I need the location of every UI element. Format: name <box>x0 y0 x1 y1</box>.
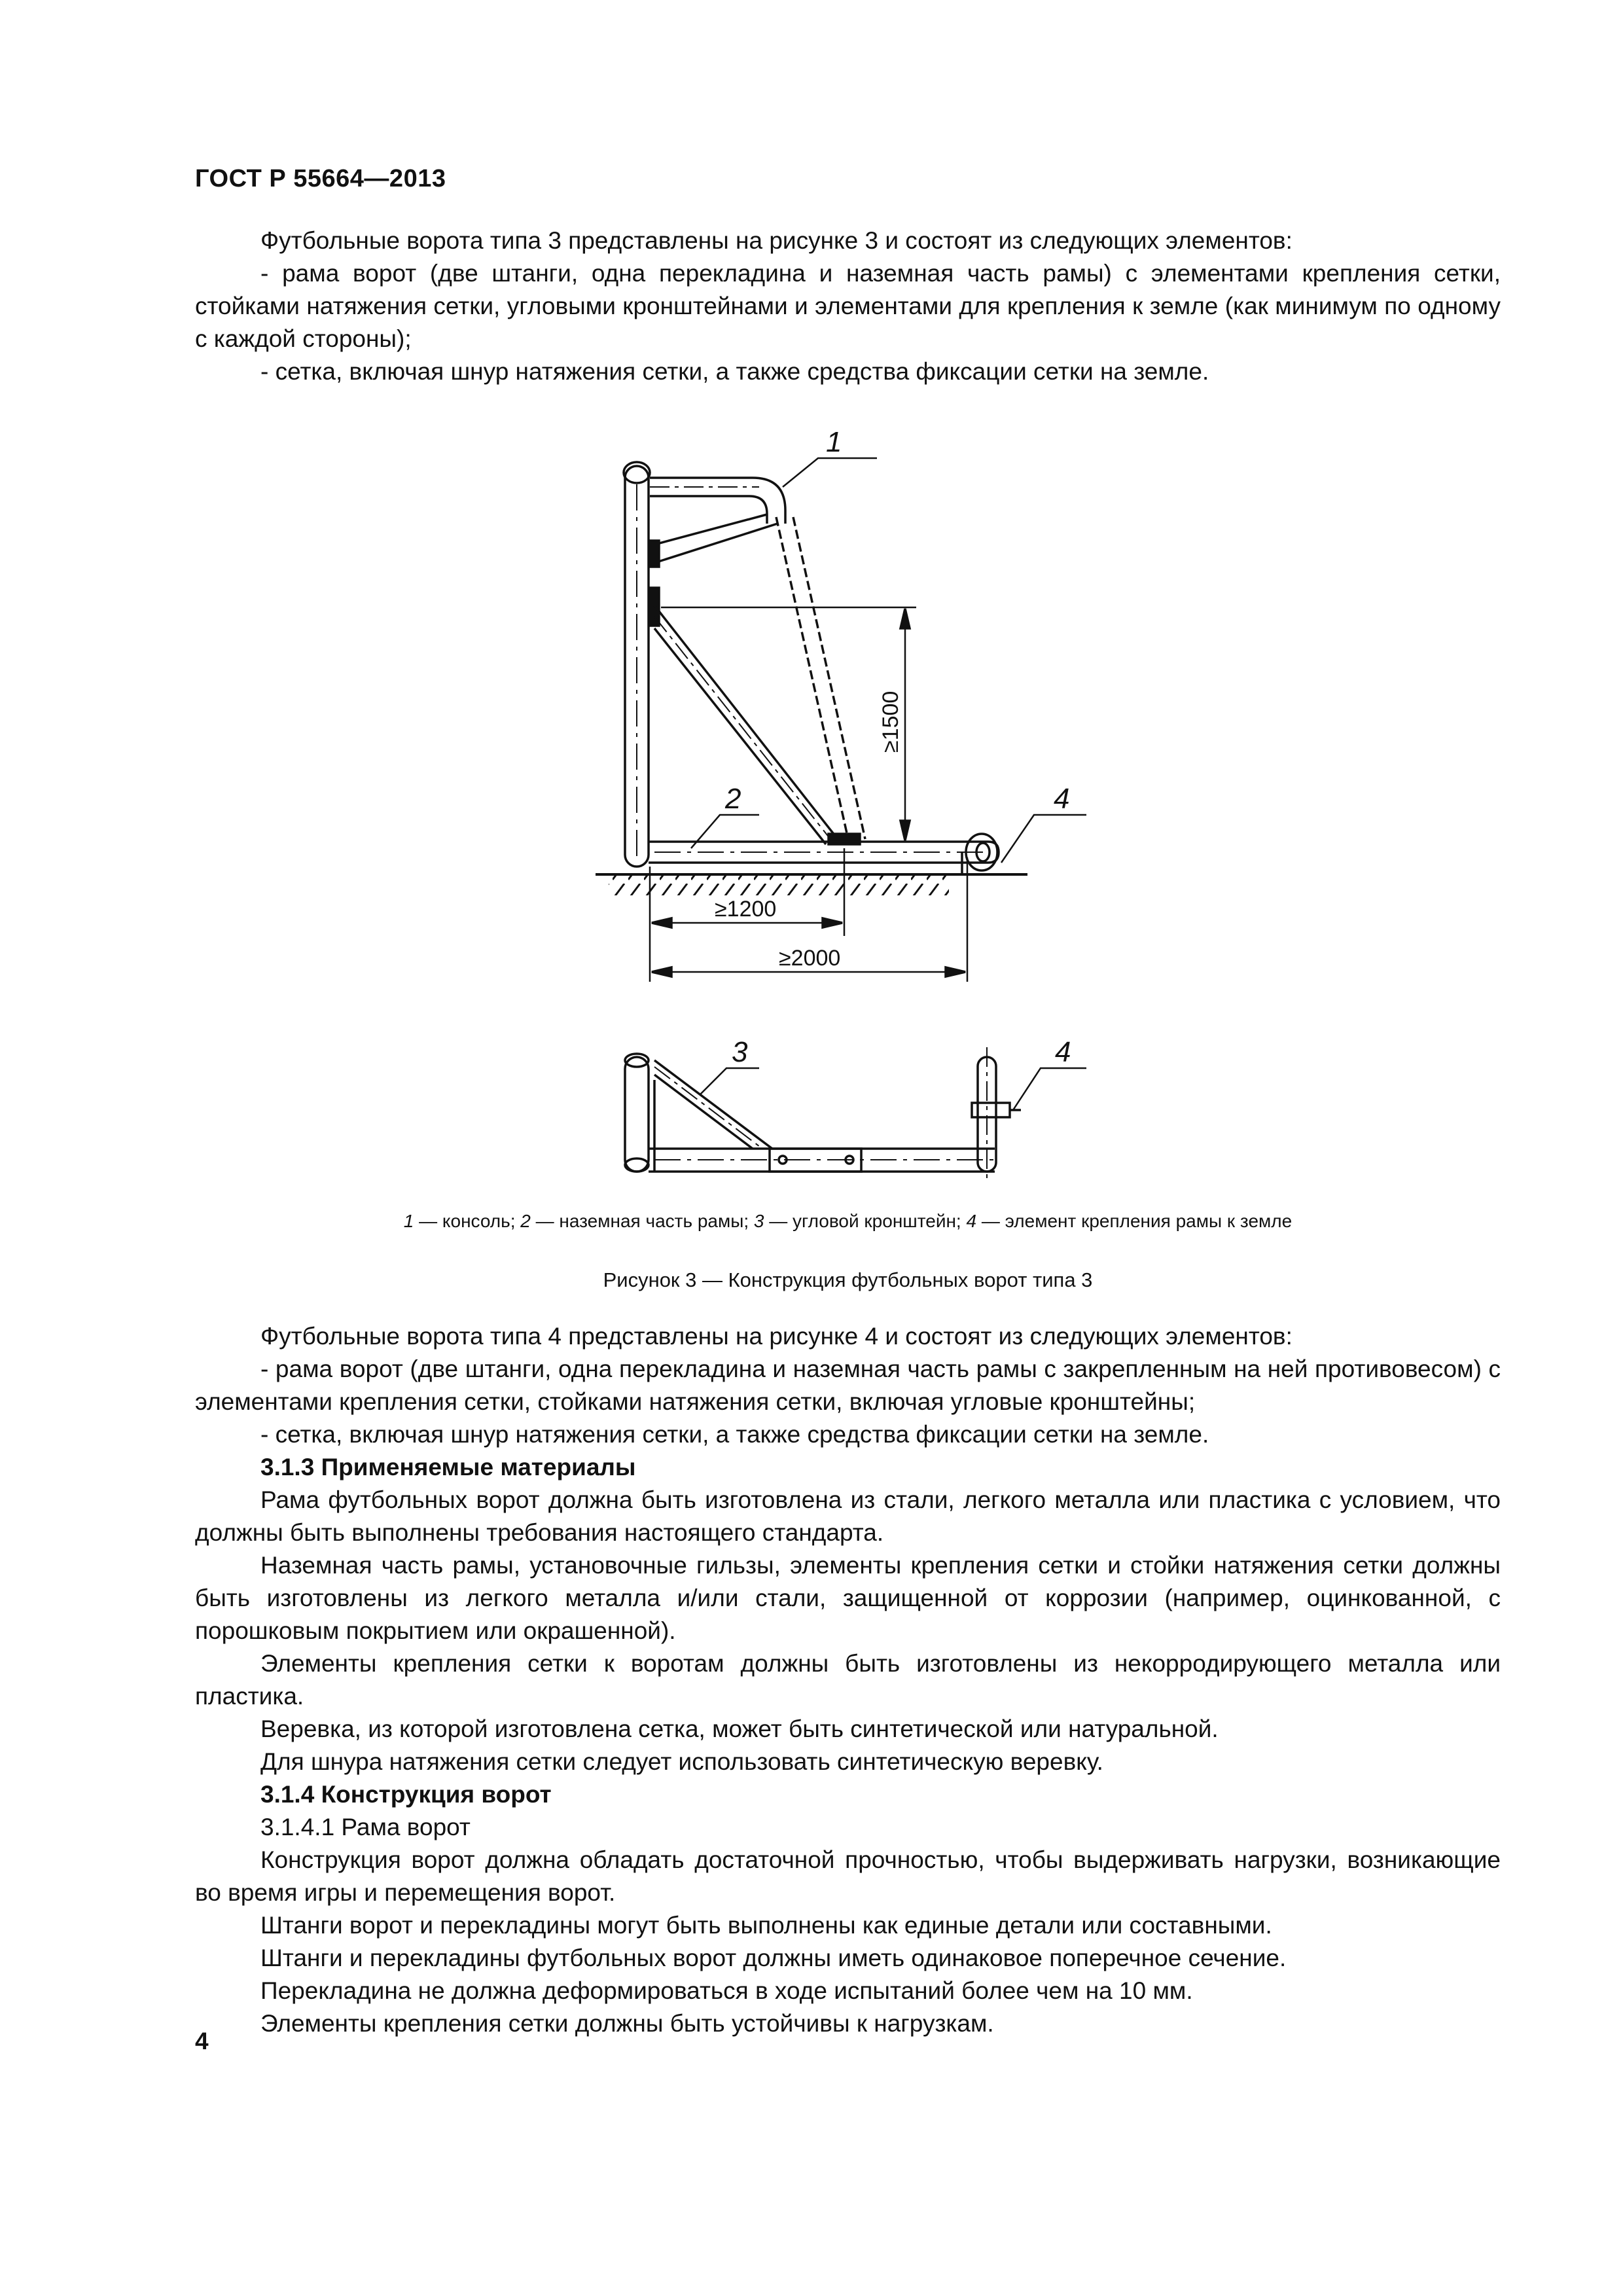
frame-paragraph-3: Штанги и перекладины футбольных ворот должны иметь одинаковое поперечное сечение. <box>260 1945 1287 1971</box>
dimension-2000: ≥2000 <box>779 946 841 971</box>
materials-paragraph-1: Рама футбольных ворот должна быть изготовлена из стали, легкого металла или пластика с условием, что должны быть выполнены требования настоящего стандарта. <box>195 1486 1501 1546</box>
frame-paragraph-5: Элементы крепления сетки должны быть устойчивы к нагрузкам. <box>260 2010 994 2037</box>
materials-paragraph-2: Наземная часть рамы, установочные гильзы, элементы крепления сетки и стойки натяжения сетки должны быть изготовлены из легкого металла и/или стали, защищенной от коррозии (например, оцинкованной, с порошковым покрытием или окрашенной). <box>195 1552 1501 1644</box>
legend-text-2: — наземная часть рамы; <box>530 1211 754 1231</box>
document-header: ГОСТ Р 55664—2013 <box>195 165 446 192</box>
figure-caption: Рисунок 3 — Конструкция футбольных ворот типа 3 <box>603 1268 1093 1291</box>
legend-num-3: 3 <box>753 1211 764 1231</box>
callout-4-top: 4 <box>1055 1036 1071 1068</box>
callout-4-side: 4 <box>1054 783 1070 815</box>
materials-paragraph-5: Для шнура натяжения сетки следует использовать синтетическую веревку. <box>260 1748 1103 1775</box>
frame-paragraph-2: Штанги ворот и перекладины могут быть выполнены как единые детали или составными. <box>260 1912 1272 1939</box>
frame-paragraph-4: Перекладина не должна деформироваться в ходе испытаний более чем на 10 мм. <box>260 1977 1193 2004</box>
type3-intro: Футбольные ворота типа 3 представлены на рисунке 3 и состоят из следующих элементов: <box>260 227 1293 254</box>
legend-num-1: 1 <box>403 1211 414 1231</box>
type3-item-frame: - рама ворот (две штанги, одна перекладина и наземная часть рамы) с элементами крепления сетки, стойками натяжения сетки, угловыми кронштейнами и элементами для крепления к земле (как минимум по одному с каждой стороны); <box>195 260 1501 352</box>
type4-intro: Футбольные ворота типа 4 представлены на рисунке 4 и состоят из следующих элементов: <box>260 1323 1293 1350</box>
callout-3: 3 <box>732 1036 748 1068</box>
cantilever-top <box>650 478 785 524</box>
callout-1: 1 <box>826 426 842 458</box>
section-heading-3-1-3: 3.1.3 Применяемые материалы <box>260 1454 636 1480</box>
type3-item-net: - сетка, включая шнур натяжения сетки, а также средства фиксации сетки на земле. <box>260 358 1209 385</box>
side-view <box>596 458 1086 982</box>
legend-num-4: 4 <box>966 1211 977 1231</box>
type4-item-frame: - рама ворот (две штанги, одна перекладина и наземная часть рамы с закрепленным на ней противовесом) с элементами крепления сетки, стойками натяжения сетки, включая угловые кронштейны; <box>195 1355 1501 1415</box>
section-heading-3-1-4: 3.1.4 Конструкция ворот <box>260 1781 552 1808</box>
dimension-1500: ≥1500 <box>878 691 903 753</box>
callout-2: 2 <box>725 783 741 815</box>
subsection-3-1-4-1: 3.1.4.1 Рама ворот <box>260 1814 471 1840</box>
legend-text-1: — консоль; <box>414 1211 521 1231</box>
dimension-1200: ≥1200 <box>715 897 777 922</box>
legend-num-2: 2 <box>520 1211 531 1231</box>
frame-paragraph-1: Конструкция ворот должна обладать достаточной прочностью, чтобы выдерживать нагрузки, возникающие во время игры и перемещения ворот. <box>195 1846 1501 1906</box>
materials-paragraph-4: Веревка, из которой изготовлена сетка, может быть синтетической или натуральной. <box>260 1715 1219 1742</box>
top-view <box>625 1047 1086 1178</box>
figure-legend <box>195 1211 1501 1232</box>
main-text <box>195 1320 1501 2040</box>
legend-text-3: — угловой кронштейн; <box>764 1211 967 1231</box>
page-number: 4 <box>195 2028 209 2054</box>
legend-text-4: — элемент крепления рамы к земле <box>976 1211 1293 1231</box>
type4-item-net: - сетка, включая шнур натяжения сетки, а также средства фиксации сетки на земле. <box>260 1421 1209 1448</box>
materials-paragraph-3: Элементы крепления сетки к воротам должны быть изготовлены из некорродирующего металла или пластика. <box>195 1650 1501 1710</box>
